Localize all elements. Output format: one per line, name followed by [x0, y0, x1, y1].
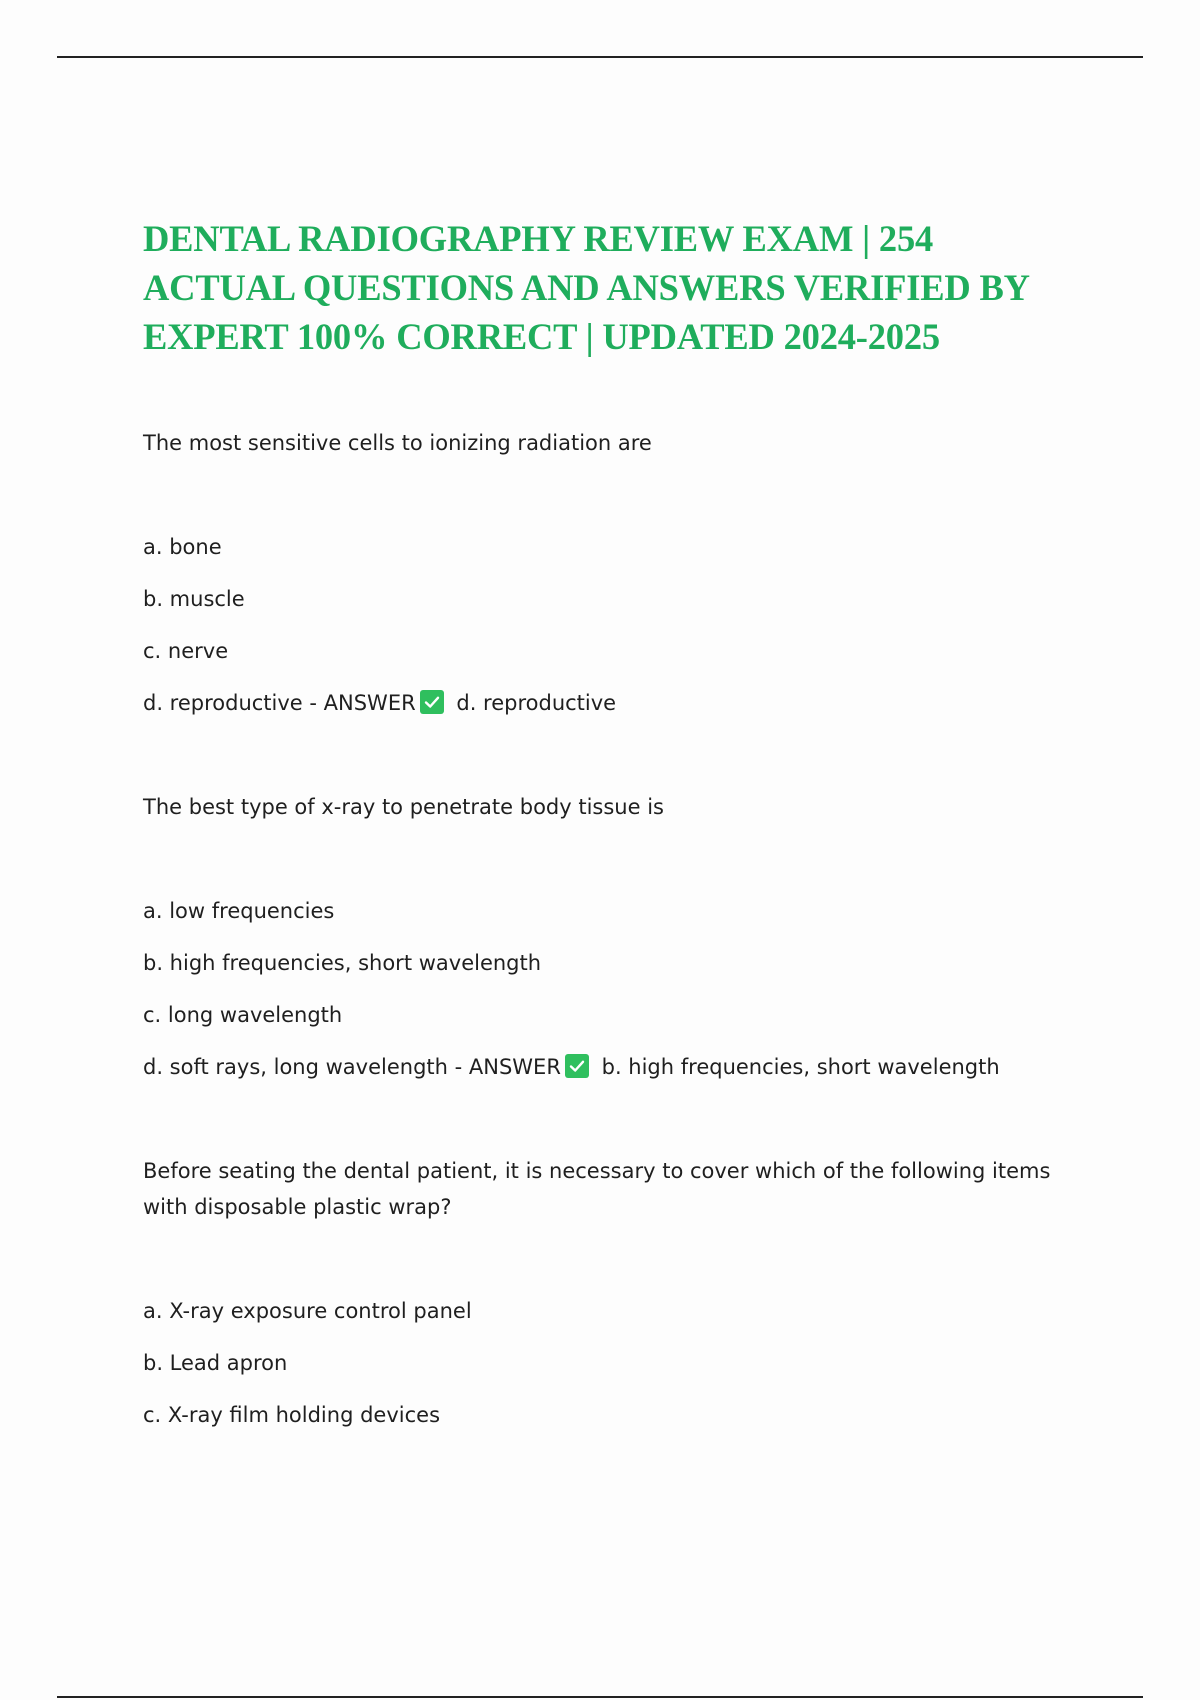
question-block-3	[143, 1153, 1063, 1433]
question-text: The most sensitive cells to ionizing radiation are	[143, 431, 652, 455]
top-rule	[57, 56, 1143, 58]
question-block-2	[143, 789, 1063, 1085]
answer-text: b. high frequencies, short wavelength	[601, 1055, 1000, 1079]
option-b: b. muscle	[143, 587, 245, 611]
question-list	[143, 425, 1063, 1433]
question-text: Before seating the dental patient, it is necessary to cover which of the following items with disposable plastic wrap?	[143, 1159, 1051, 1219]
option-a: a. X-ray exposure control panel	[143, 1299, 472, 1323]
option-c: c. X-ray film holding devices	[143, 1403, 441, 1427]
question-block-1	[143, 425, 1063, 721]
answer-text: d. reproductive	[456, 691, 617, 715]
option-a: a. low frequencies	[143, 899, 335, 923]
option-c: c. long wavelength	[143, 1003, 343, 1027]
document-title: DENTAL RADIOGRAPHY REVIEW EXAM | 254 ACTUAL QUESTIONS AND ANSWERS VERIFIED BY EXPERT 100% CORRECT | UPDATED 2024-2025	[143, 218, 1029, 357]
option-b: b. Lead apron	[143, 1351, 288, 1375]
option-b: b. high frequencies, short wavelength	[143, 951, 542, 975]
checkmark-icon	[565, 1054, 589, 1078]
checkmark-icon	[420, 690, 444, 714]
option-d-with-answer	[143, 1049, 1063, 1085]
bottom-rule	[57, 1696, 1143, 1698]
option-d-with-answer	[143, 685, 1063, 721]
option-a: a. bone	[143, 535, 222, 559]
option-c: c. nerve	[143, 639, 229, 663]
question-text: The best type of x-ray to penetrate body tissue is	[143, 795, 664, 819]
option-d: d. soft rays, long wavelength - ANSWER	[143, 1055, 561, 1079]
option-d: d. reproductive - ANSWER	[143, 691, 416, 715]
